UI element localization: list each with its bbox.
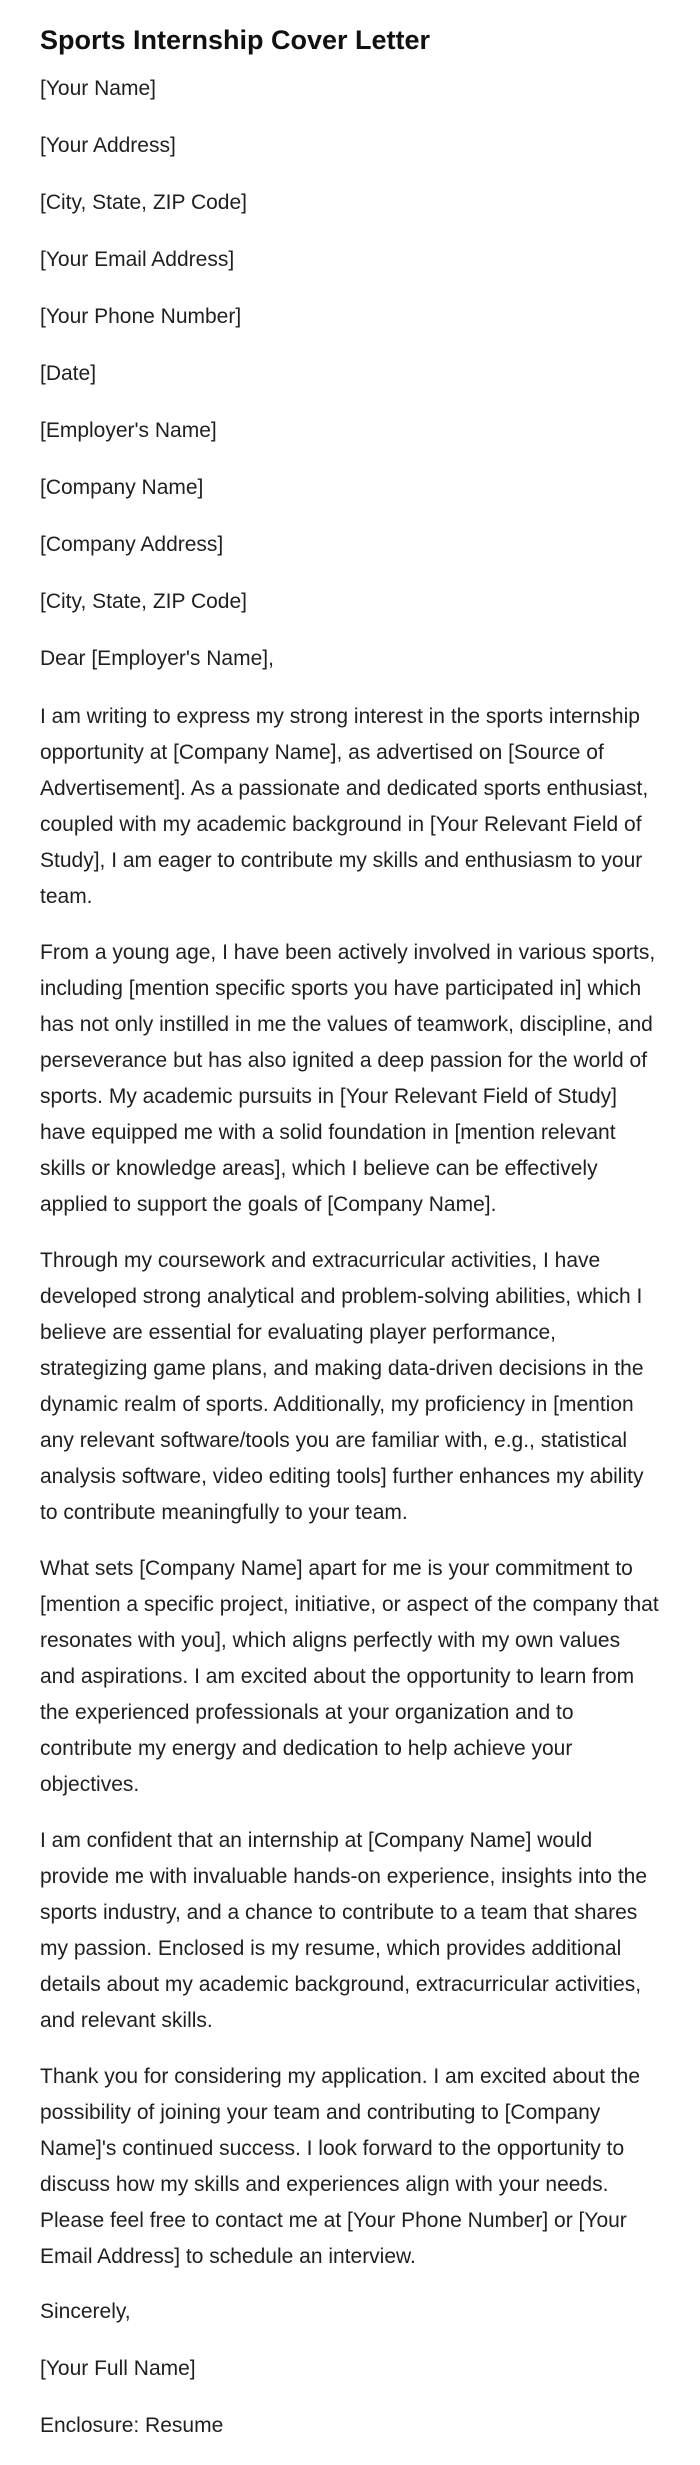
salutation: Dear [Employer's Name], [40,647,274,670]
sender-city-state-zip: [City, State, ZIP Code] [40,191,247,214]
sender-name: [Your Name] [40,77,156,100]
sender-phone: [Your Phone Number] [40,305,242,328]
letter-date: [Date] [40,362,97,385]
body-paragraph: Thank you for considering my application. I am excited about the possibility of joining your team and contributing to [Company Name]'s continued success. I look forward to the opportunity to discuss how my skills and experiences align with your needs. Please feel free to contact me at [Your Phone Number] or [Your Email Address] to schedule an interview. [40,2065,640,2268]
body-paragraph: From a young age, I have been actively involved in various sports, including [mention specific sports you have participated in] which has not only instilled in me the values of teamwork, discipline, and perseverance but has also ignited a deep passion for the world of sports. My academic pursuits in [Your Relevant Field of Study] have equipped me with a solid foundation in [mention relevant skills or knowledge areas], which I believe can be effectively applied to support the goals of [Company Name]. [40,941,656,1216]
body-paragraph: I am confident that an internship at [Company Name] would provide me with invaluable hands-on experience, insights into the sports industry, and a chance to contribute to a team that shares my passion. Enclosed is my resume, which provides additional details about my academic background, extracurricular activities, and relevant skills. [40,1829,648,2032]
enclosure-note: Enclosure: Resume [40,2414,224,2437]
body-paragraph: Through my coursework and extracurricular activities, I have developed strong analytical and problem-solving abilities, which I believe are essential for evaluating player performance, strategizing game plans, and making data-driven decisions in the dynamic realm of sports. Additionally, my proficiency in [mention any relevant software/tools you are familiar with, e.g., statistical analysis software, video editing tools] further enhances my ability to contribute meaningfully to your team. [40,1249,644,1524]
sender-block [40,72,660,391]
letter-body [40,699,660,2275]
sender-address: [Your Address] [40,134,176,157]
recipient-block [40,414,660,619]
signature: [Your Full Name] [40,2357,196,2380]
document-title: Sports Internship Cover Letter [40,25,431,55]
body-paragraph: What sets [Company Name] apart for me is your commitment to [mention a specific project, initiative, or aspect of the company that resonates with you], which aligns perfectly with my own values and aspirations. I am excited about the opportunity to learn from the experienced professionals at your organization and to contribute my energy and dedication to help achieve your objectives. [40,1557,659,1796]
sender-email: [Your Email Address] [40,248,235,271]
closing: Sincerely, [40,2300,131,2323]
body-paragraph: I am writing to express my strong interest in the sports internship opportunity at [Company Name], as advertised on [Source of Advertisement]. As a passionate and dedicated sports enthusiast, coupled with my academic background in [Your Relevant Field of Study], I am eager to contribute my skills and enthusiasm to your team. [40,705,649,908]
company-city-state-zip: [City, State, ZIP Code] [40,590,247,613]
company-address: [Company Address] [40,533,224,556]
company-name: [Company Name] [40,476,204,499]
employer-name: [Employer's Name] [40,419,217,442]
